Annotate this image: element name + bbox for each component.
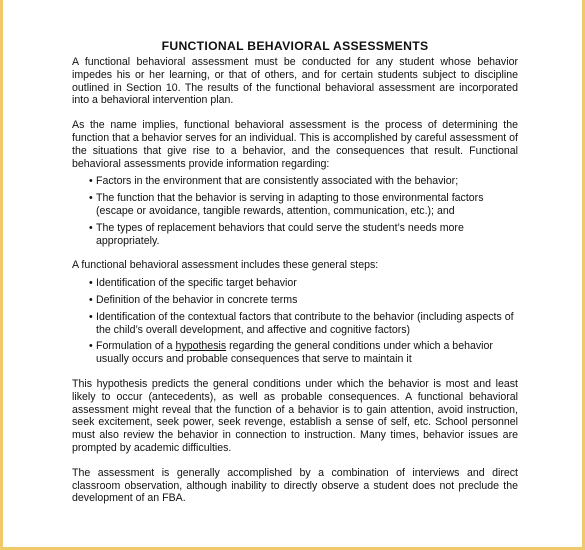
list-item: • Identification of the contextual factors that contribute to the behavior (including aspects of the child’s overall development, and affective and cognitive factors)	[89, 311, 518, 337]
intro-paragraph: A functional behavioral assessment must be conducted for any student whose behavior impedes his or her learning, or that of others, and for certain students subject to discipline outlined in Section 10. The results of the functional behavioral assessment are incorporated into a behavioral intervention plan.	[72, 56, 518, 107]
definition-paragraph: As the name implies, functional behavioral assessment is the process of determining the function that a behavior serves for an individual. This is accomplished by careful assessment of the situations that give rise to a behavior, and the consequences that result. Functional behavioral assessments provide information regarding:	[72, 119, 518, 170]
document-body	[72, 39, 518, 505]
assessment-paragraph: The assessment is generally accomplished by a combination of interviews and direct classroom observation, although inability to directly observe a student does not preclude the development of an FBA.	[72, 466, 518, 505]
list-item	[89, 340, 518, 366]
document-title: FUNCTIONAL BEHAVIORAL ASSESSMENTS	[161, 39, 429, 53]
steps-list	[72, 277, 518, 366]
information-list	[72, 175, 518, 247]
step4-text-end: regarding the general conditions under which a behavior usually occurs and probable consequences that serve to maintain it	[96, 340, 493, 366]
list-item: • The types of replacement behaviors that could serve the student’s needs more appropriately.	[89, 222, 518, 248]
list-item: • Factors in the environment that are consistently associated with the behavior;	[89, 175, 518, 188]
step4-text-start: Formulation of a	[96, 340, 176, 353]
steps-intro: A functional behavioral assessment includes these general steps:	[72, 259, 379, 272]
list-item: • The function that the behavior is serving in adapting to those environmental factors (escape or avoidance, tangible rewards, attention, communication, etc.); and	[89, 192, 518, 218]
list-item: • Identification of the specific target behavior	[89, 277, 518, 290]
hypothesis-link[interactable]: hypothesis	[175, 340, 227, 353]
list-item: • Definition of the behavior in concrete terms	[89, 294, 518, 307]
hypothesis-paragraph: This hypothesis predicts the general conditions under which the behavior is most and least likely to occur (antecedents), as well as probable consequences. A functional behavioral assessment might reveal that the function of a behavior is to gain attention, avoid instruction, seek excitement, seek power, seek revenge, establish a sense of self, etc. School personnel must also review the behavior in connection to instruction. Many times, behavior issues are prompted by academic difficulties.	[72, 377, 518, 454]
